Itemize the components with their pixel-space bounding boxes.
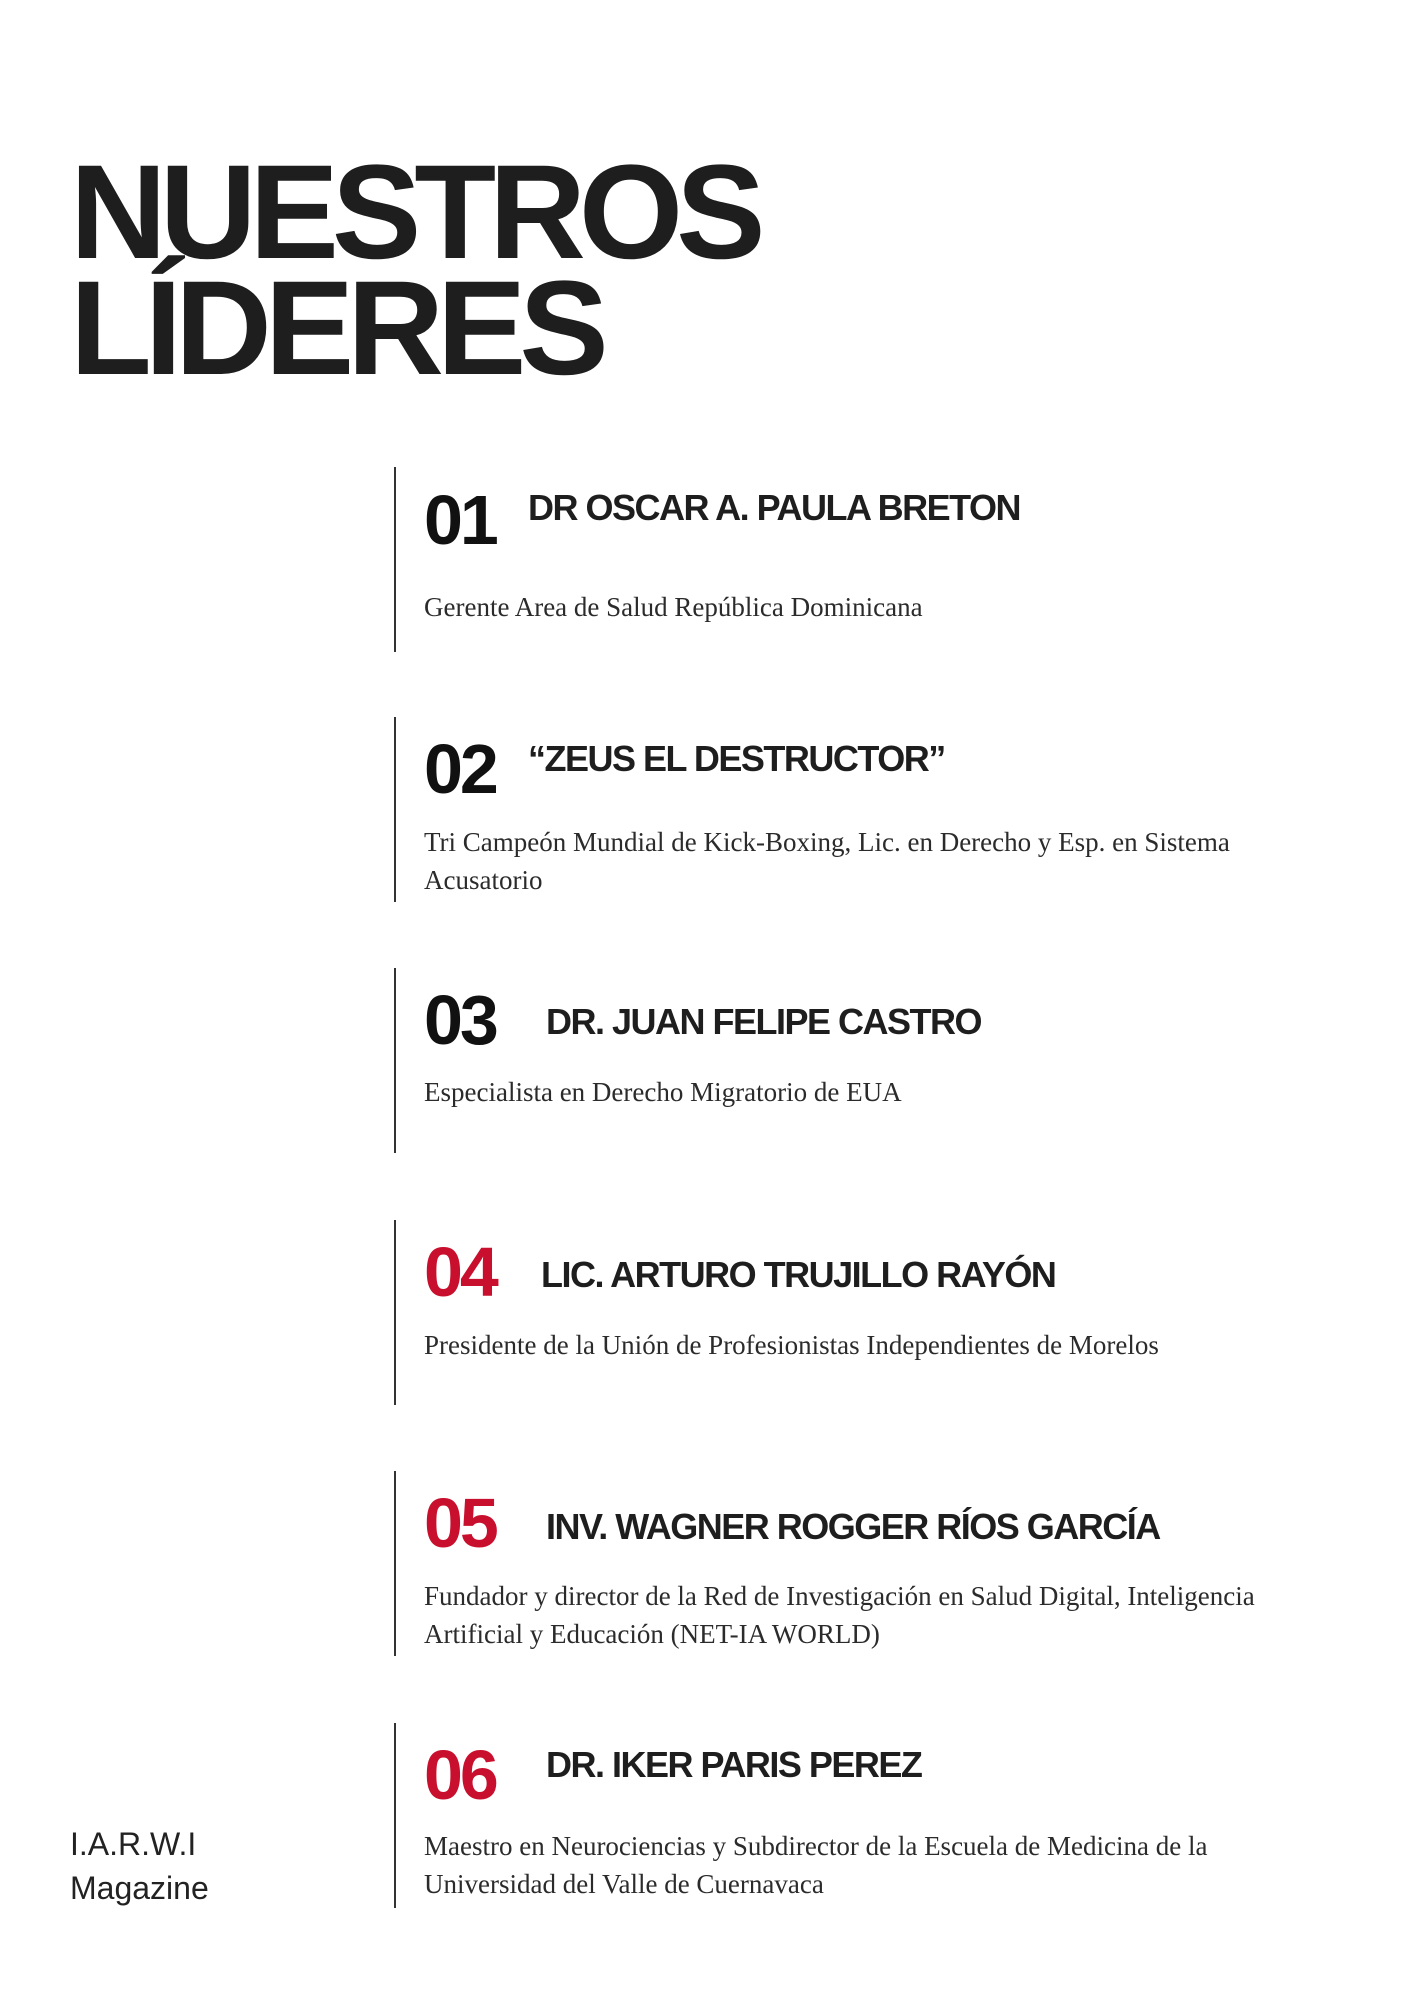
leader-description: Presidente de la Unión de Profesionistas Independientes de Morelos: [424, 1330, 1159, 1360]
leader-name: DR. IKER PARIS PEREZ: [546, 1744, 922, 1785]
leader-description: Fundador y director de la Red de Investigación en Salud Digital, Inteligencia Artificial y Educación (NET-IA WORLD): [424, 1581, 1255, 1649]
page-title: [70, 138, 759, 403]
leader-item-04: [394, 1220, 1356, 1405]
magazine-name-line-1: I.A.R.W.I: [70, 1826, 197, 1862]
leader-name: DR OSCAR A. PAULA BRETON: [528, 487, 1021, 528]
leader-description: Gerente Area de Salud República Dominicana: [424, 592, 923, 622]
leader-item-01: [394, 467, 1356, 652]
leader-description: Especialista en Derecho Migratorio de EUA: [424, 1077, 902, 1107]
leader-item-03: [394, 968, 1356, 1153]
page-title-line-2: LÍDERES: [70, 254, 602, 403]
leader-description: Maestro en Neurociencias y Subdirector de la Escuela de Medicina de la Universidad del Valle de Cuernavaca: [424, 1831, 1208, 1899]
leader-name: “ZEUS EL DESTRUCTOR”: [528, 738, 945, 779]
leader-number: 05: [424, 1484, 496, 1562]
page-title-line-1: NUESTROS: [70, 138, 759, 287]
leader-number: 01: [424, 481, 496, 559]
leader-number: 02: [424, 730, 496, 808]
magazine-name-line-2: Magazine: [70, 1870, 209, 1906]
leader-item-06: [394, 1723, 1356, 1908]
leader-name: INV. WAGNER ROGGER RÍOS GARCÍA: [546, 1506, 1160, 1547]
leader-number: 03: [424, 981, 496, 1059]
leader-name: DR. JUAN FELIPE CASTRO: [546, 1001, 982, 1042]
leader-name: LIC. ARTURO TRUJILLO RAYÓN: [541, 1254, 1056, 1295]
leader-number: 04: [424, 1233, 496, 1311]
leader-number: 06: [424, 1736, 496, 1814]
leader-description: Tri Campeón Mundial de Kick-Boxing, Lic. en Derecho y Esp. en Sistema Acusatorio: [424, 827, 1230, 895]
magazine-name: [70, 1822, 209, 1910]
leader-item-02: [394, 717, 1356, 902]
leader-item-05: [394, 1471, 1356, 1656]
